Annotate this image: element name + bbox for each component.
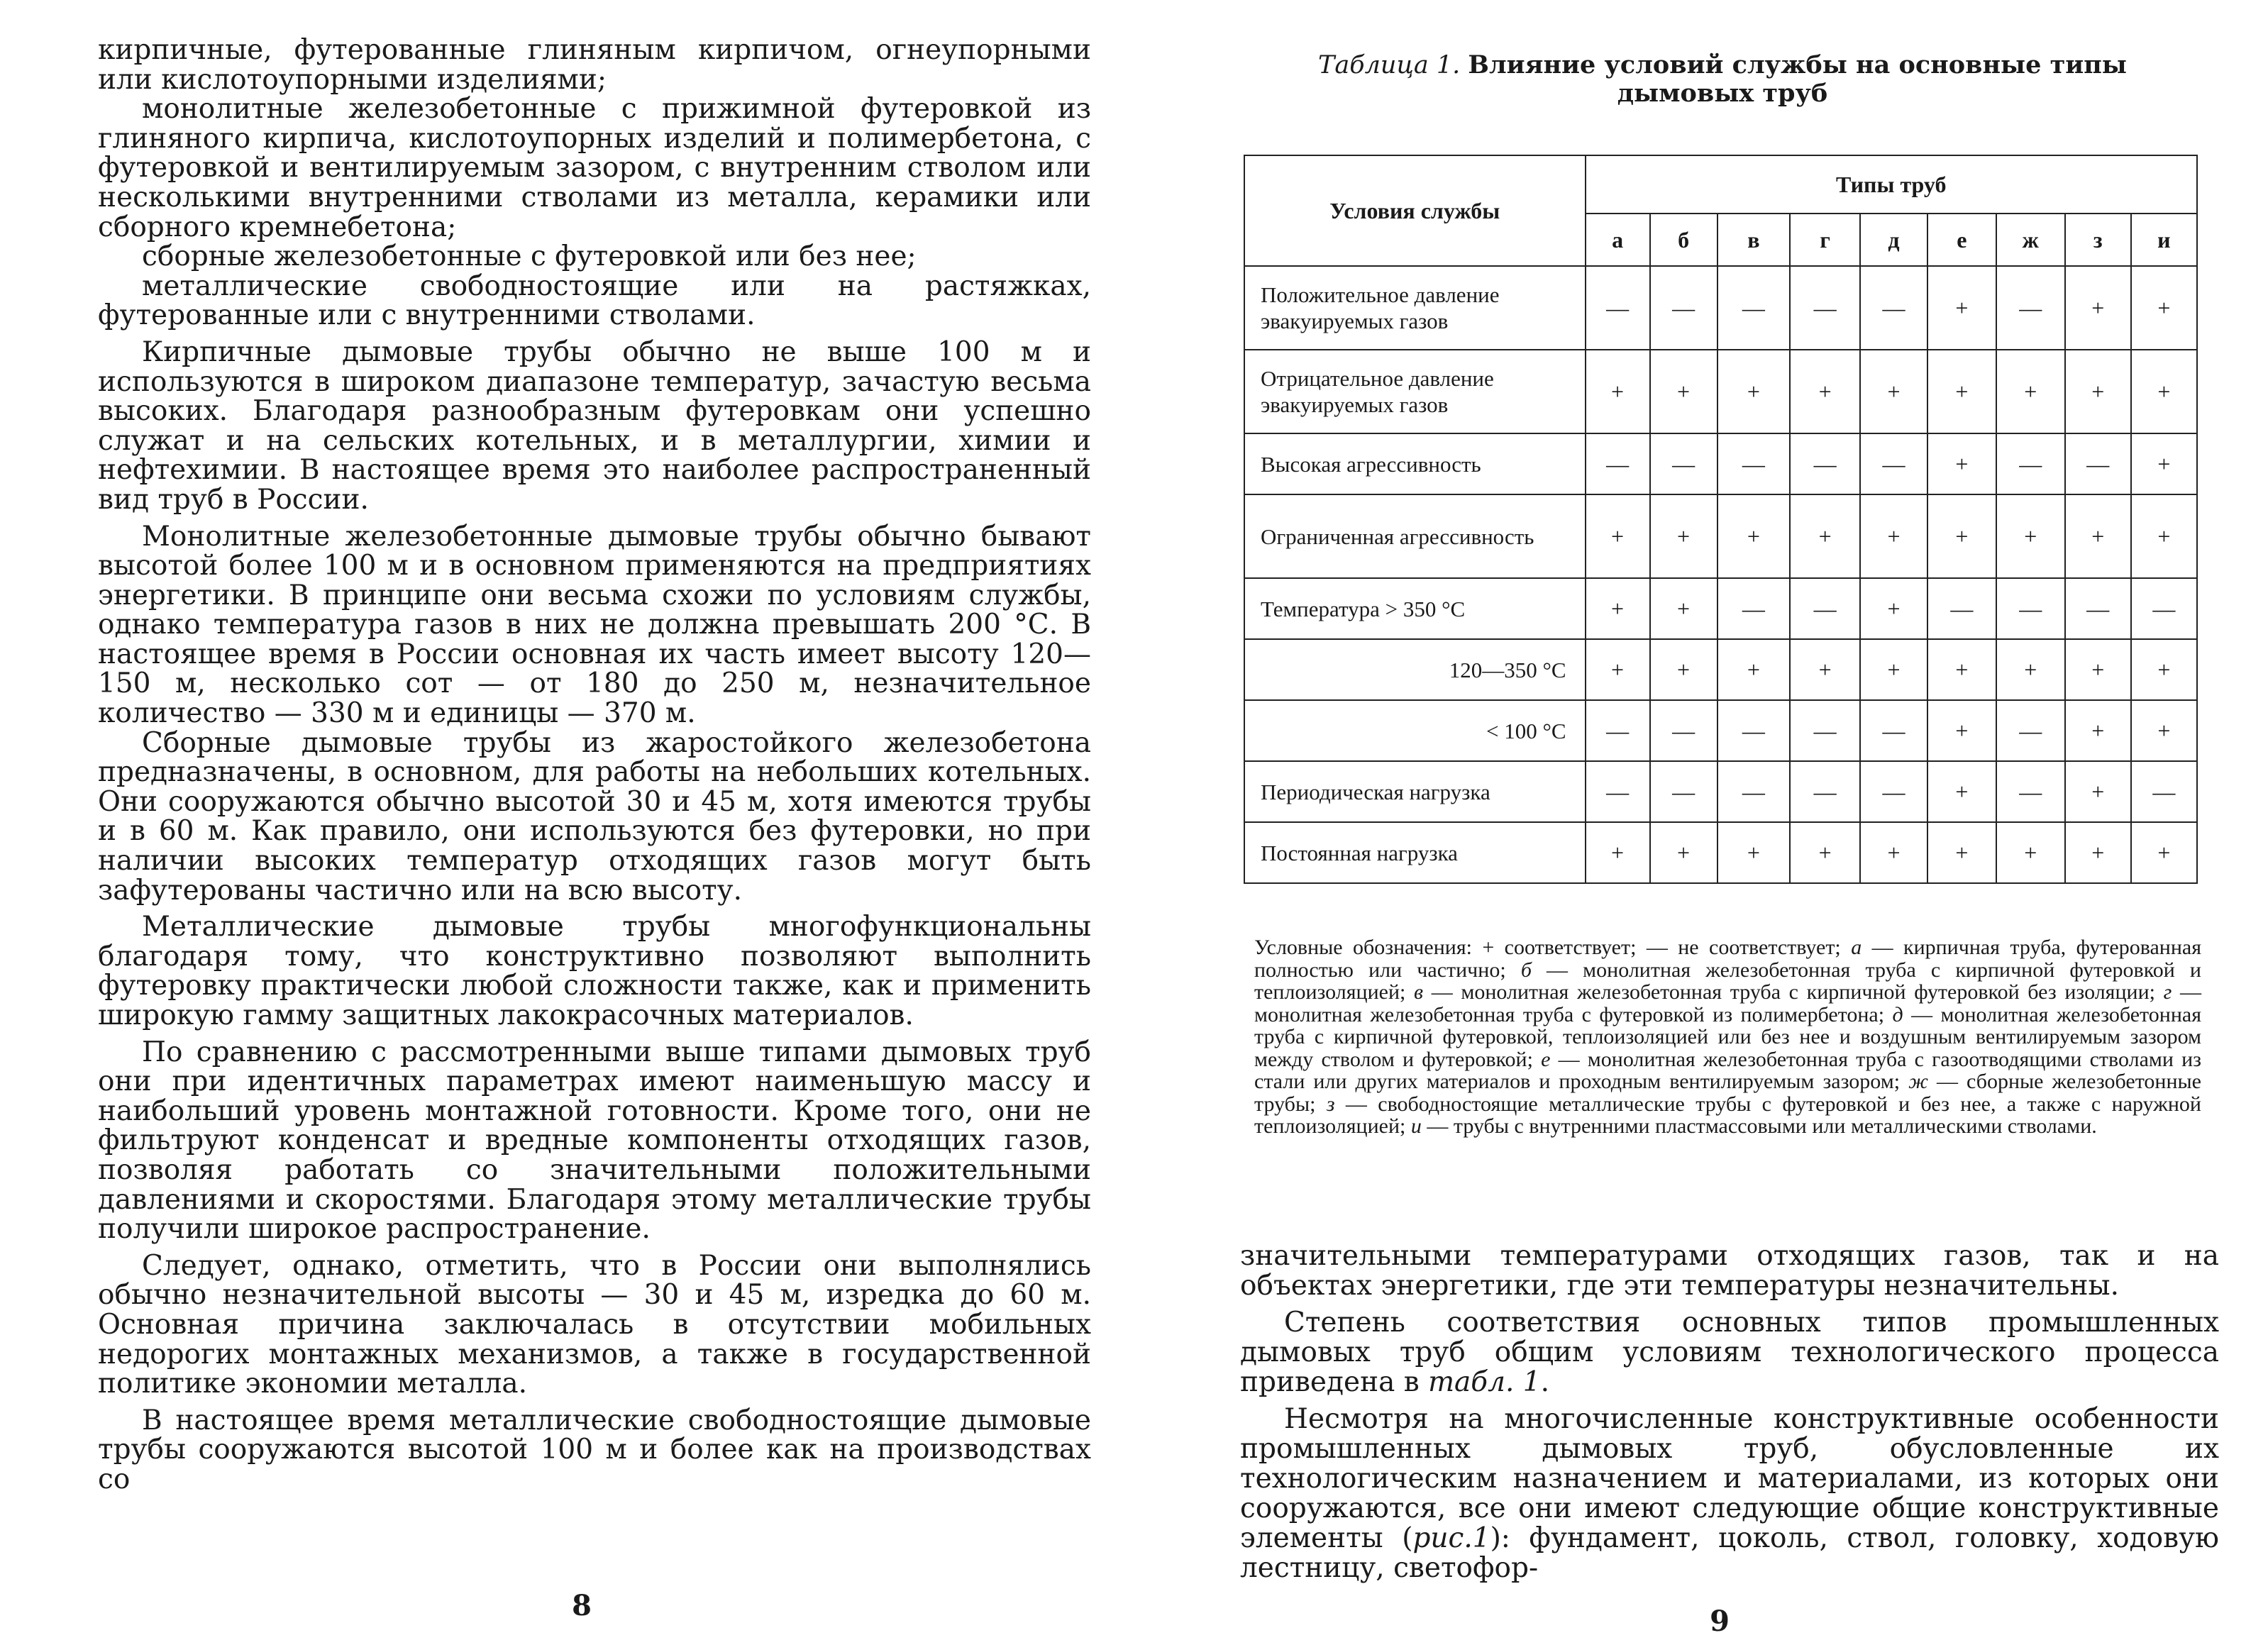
mark-cell: + bbox=[2131, 433, 2197, 494]
table-caption bbox=[1254, 51, 2191, 108]
mark-cell: — bbox=[1650, 761, 1717, 822]
header-type-8: з bbox=[2065, 214, 2131, 266]
table-row bbox=[1244, 700, 2197, 761]
condition-cell: Температура > 350 °С bbox=[1244, 578, 1586, 639]
mark-cell: — bbox=[1650, 433, 1717, 494]
table-row bbox=[1244, 350, 2197, 433]
mark-cell: + bbox=[1717, 639, 1791, 700]
paragraph-metal-chimneys: Металлические дымовые трубы многофункциональны благодаря тому, что конструктивно позволяют выполнить футеровку практически любой сложности также, как и применить широкую гамму защитных лакокрасочных материалов. bbox=[98, 911, 1091, 1031]
legend-letter: а bbox=[1851, 936, 1862, 959]
mark-cell: + bbox=[1586, 822, 1650, 883]
mark-cell: — bbox=[1717, 433, 1791, 494]
mark-cell: + bbox=[1927, 639, 1996, 700]
mark-cell: + bbox=[1996, 639, 2065, 700]
mark-cell: — bbox=[1586, 433, 1650, 494]
legend-letter: ж bbox=[1908, 1070, 1928, 1093]
mark-cell: — bbox=[1717, 578, 1791, 639]
mark-cell: + bbox=[2065, 266, 2131, 350]
table-row bbox=[1244, 494, 2197, 578]
service-conditions-table bbox=[1244, 155, 2198, 884]
mark-cell: — bbox=[1586, 266, 1650, 350]
condition-cell: < 100 °С bbox=[1244, 700, 1586, 761]
mark-cell: + bbox=[2065, 761, 2131, 822]
condition-cell: Положительное давление эвакуируемых газов bbox=[1244, 266, 1586, 350]
mark-cell: — bbox=[2131, 578, 2197, 639]
mark-cell: + bbox=[1860, 578, 1927, 639]
mark-cell: + bbox=[2131, 822, 2197, 883]
mark-cell: + bbox=[2065, 494, 2131, 578]
table-row bbox=[1244, 822, 2197, 883]
paragraph-continuation: значительными температурами отходящих газов, так и на объектах энергетики, где эти температуры незначительны. bbox=[1240, 1240, 2219, 1302]
mark-cell: + bbox=[2131, 266, 2197, 350]
mark-cell: — bbox=[1996, 761, 2065, 822]
mark-cell: + bbox=[1927, 433, 1996, 494]
page-number-left: 8 bbox=[572, 1589, 592, 1622]
mark-cell: + bbox=[1860, 350, 1927, 433]
mark-cell: + bbox=[1586, 639, 1650, 700]
mark-cell: — bbox=[1927, 578, 1996, 639]
condition-cell: Ограниченная агрессивность bbox=[1244, 494, 1586, 578]
mark-cell: + bbox=[1650, 822, 1717, 883]
mark-cell: + bbox=[1586, 350, 1650, 433]
paragraph-design-elements bbox=[1240, 1405, 2219, 1583]
mark-cell: — bbox=[1790, 578, 1860, 639]
paragraph-monolithic-chimneys: Монолитные железобетонные дымовые трубы обычно бывают высотой более 100 м и в основном применяются на предприятиях энергетики. В принципе они весьма схожи по условиям службы, однако температура газов в них не должна превышать 200 °С. В настоящее время в России основная их часть имеет высоту 120—150 м, несколько сот — от 180 до 250 м, незначительное количество — 330 м и единицы — 370 м. bbox=[98, 520, 1091, 730]
mark-cell: — bbox=[1860, 761, 1927, 822]
table-row bbox=[1244, 266, 2197, 350]
mark-cell: + bbox=[2065, 350, 2131, 433]
mark-cell: + bbox=[2065, 700, 2131, 761]
mark-cell: — bbox=[1860, 433, 1927, 494]
mark-cell: — bbox=[1717, 266, 1791, 350]
table-row bbox=[1244, 578, 2197, 639]
mark-cell: — bbox=[1790, 266, 1860, 350]
mark-cell: — bbox=[1650, 700, 1717, 761]
right-page-text bbox=[1240, 1241, 2219, 1583]
header-type-9: и bbox=[2131, 214, 2197, 266]
legend-text: — монолитная железобетонная труба с кирпичной футеровкой без изоляции; bbox=[1423, 980, 2164, 1004]
mark-cell: + bbox=[1650, 639, 1717, 700]
mark-cell: + bbox=[1650, 350, 1717, 433]
header-type-1: а bbox=[1586, 214, 1650, 266]
legend-letter: г bbox=[2163, 980, 2172, 1004]
table-row bbox=[1244, 639, 2197, 700]
legend-letter: в bbox=[1414, 980, 1424, 1004]
header-type-3: в bbox=[1717, 214, 1791, 266]
legend-text: — сборные железобетонные трубы; bbox=[1254, 1070, 2201, 1116]
legend-letter: з bbox=[1326, 1092, 1335, 1116]
mark-cell: + bbox=[2065, 822, 2131, 883]
legend-letter: д bbox=[1892, 1002, 1903, 1026]
paragraph-prefab-chimneys: Сборные дымовые трубы из жаростойкого железобетона предназначены, в основном, для работы на небольших котельных. Они сооружаются обычно высотой 30 и 45 м, хотя имеются трубы и в 60 м. Как правило, они используются без футеровки, но при наличии высоких температур отходящих газов могут быть зафутерованы частично или на всю высоту. bbox=[98, 726, 1091, 907]
mark-cell: + bbox=[1650, 494, 1717, 578]
mark-cell: — bbox=[1790, 761, 1860, 822]
legend-text: — свободностоящие металлические трубы с футеровкой и без нее, а также с наружной теплоизоляцией; bbox=[1254, 1092, 2201, 1138]
mark-cell: — bbox=[1586, 761, 1650, 822]
mark-cell: + bbox=[1790, 494, 1860, 578]
legend-letter: б bbox=[1520, 958, 1532, 982]
mark-cell: + bbox=[1996, 494, 2065, 578]
page-number-right: 9 bbox=[1710, 1605, 1730, 1638]
list-item-monolithic: монолитные железобетонные с прижимной футеровкой из глиняного кирпича, кислотоупорных изделий и полимербетона, с футеровкой и вентилируемым зазором, с внутренним стволом или несколькими внутренними стволами из металла, керамики или сборного кремнебетона; bbox=[98, 93, 1091, 243]
mark-cell: + bbox=[2065, 639, 2131, 700]
mark-cell: + bbox=[1927, 350, 1996, 433]
header-type-7: ж bbox=[1996, 214, 2065, 266]
mark-cell: + bbox=[1790, 639, 1860, 700]
mark-cell: + bbox=[2131, 350, 2197, 433]
mark-cell: + bbox=[1927, 822, 1996, 883]
table-caption-label: Таблица 1. bbox=[1318, 51, 1461, 79]
mark-cell: + bbox=[1790, 350, 1860, 433]
mark-cell: + bbox=[1860, 822, 1927, 883]
legend-intro: Условные обозначения: + соответствует; — не соответствует; bbox=[1254, 936, 1841, 959]
mark-cell: — bbox=[1790, 433, 1860, 494]
mark-cell: + bbox=[1586, 578, 1650, 639]
legend-text: — монолитная железобетонная труба с футеровкой из полимербетона; bbox=[1254, 980, 2202, 1026]
mark-cell: — bbox=[1717, 700, 1791, 761]
mark-cell: + bbox=[1860, 639, 1927, 700]
right-page bbox=[1134, 0, 2268, 1645]
mark-cell: — bbox=[1996, 433, 2065, 494]
table-body bbox=[1244, 266, 2197, 883]
header-type-4: г bbox=[1790, 214, 1860, 266]
table-row bbox=[1244, 761, 2197, 822]
mark-cell: — bbox=[2065, 578, 2131, 639]
header-types: Типы труб bbox=[1586, 155, 2197, 214]
mark-cell: — bbox=[1996, 700, 2065, 761]
mark-cell: — bbox=[1996, 266, 2065, 350]
mark-cell: + bbox=[1927, 266, 1996, 350]
condition-cell: Высокая агрессивность bbox=[1244, 433, 1586, 494]
table-caption-title: Влияние условий службы на основные типы дымовых труб bbox=[1468, 50, 2127, 108]
mark-cell: + bbox=[1927, 494, 1996, 578]
mark-cell: — bbox=[2065, 433, 2131, 494]
left-page-text bbox=[98, 35, 1091, 1495]
legend-letter: е bbox=[1541, 1047, 1551, 1071]
table-legend bbox=[1254, 936, 2201, 1138]
legend-text: — кирпичная труба, футерованная полностью или частично; bbox=[1254, 936, 2202, 982]
header-type-2: б bbox=[1650, 214, 1717, 266]
mark-cell: — bbox=[1860, 266, 1927, 350]
mark-cell: + bbox=[1996, 350, 2065, 433]
figure-reference-link: рис.1 bbox=[1412, 1522, 1490, 1554]
table-row bbox=[1244, 433, 2197, 494]
condition-cell: 120—350 °С bbox=[1244, 639, 1586, 700]
paragraph-russia-height: Следует, однако, отметить, что в России они выполнялись обычно незначительной высоты — 30 и 45 м, изредка до 60 м. Основная причина заключалась в отсутствии мобильных недорогих монтажных механизмов, а также в государственной политике экономии металла. bbox=[98, 1249, 1091, 1400]
mark-cell: — bbox=[1717, 761, 1791, 822]
condition-cell: Отрицательное давление эвакуируемых газов bbox=[1244, 350, 1586, 433]
paragraph-design-elements-text: Несмотря на многочисленные конструктивные особенности промышленных дымовых труб, обусловленные их технологическим назначением и материалами, из которых они сооружаются, все они имеют следующие общие конструктивные элементы ( bbox=[1240, 1403, 2219, 1554]
legend-text: — трубы с внутренними пластмассовыми или металлическими стволами. bbox=[1421, 1114, 2097, 1138]
legend-text: — монолитная железобетонная труба с газоотводящими стволами из стали или других материалов и проходным вентилируемым зазором; bbox=[1254, 1047, 2201, 1093]
condition-cell: Периодическая нагрузка bbox=[1244, 761, 1586, 822]
mark-cell: + bbox=[1996, 822, 2065, 883]
mark-cell: + bbox=[1650, 578, 1717, 639]
paragraph-comparison: По сравнению с рассмотренными выше типами дымовых труб они при идентичных параметрах имеют наименьшую массу и наибольший уровень монтажной готовности. Кроме того, они не фильтруют конденсат и вредные компоненты отходящих газов, позволяя работать со значительными положительными давлениями и скоростями. Благодаря этому металлические трубы получили широкое распространение. bbox=[98, 1036, 1091, 1246]
mark-cell: — bbox=[1790, 700, 1860, 761]
mark-cell: — bbox=[1860, 700, 1927, 761]
mark-cell: + bbox=[2131, 494, 2197, 578]
mark-cell: + bbox=[1860, 494, 1927, 578]
mark-cell: + bbox=[1927, 700, 1996, 761]
list-item-brick: кирпичные, футерованные глиняным кирпичом, огнеупорными или кислотоупорными изделиями; bbox=[98, 34, 1091, 96]
mark-cell: — bbox=[1650, 266, 1717, 350]
paragraph-current-time: В настоящее время металлические свободностоящие дымовые трубы сооружаются высотой 100 м и более как на производствах со bbox=[98, 1404, 1091, 1495]
list-item-prefab: сборные железобетонные с футеровкой или без нее; bbox=[142, 240, 917, 273]
paragraph-design-elements-end: ): фундамент, цоколь, ствол, головку, ходовую лестницу, светофор- bbox=[1240, 1522, 2220, 1584]
paragraph-table-reference bbox=[1240, 1308, 2219, 1397]
mark-cell: + bbox=[1717, 350, 1791, 433]
header-type-5: д bbox=[1860, 214, 1927, 266]
paragraph-brick-chimneys: Кирпичные дымовые трубы обычно не выше 100 м и используются в широком диапазоне температур, зачастую весьма высоких. Благодаря разнообразным футеровкам они успешно служат и на сельских котельных, и в металлургии, химии и нефтехимии. В настоящее время это наиболее распространенный вид труб в России. bbox=[98, 336, 1091, 516]
mark-cell: + bbox=[1717, 494, 1791, 578]
legend-letter: и bbox=[1410, 1114, 1422, 1138]
mark-cell: + bbox=[1927, 761, 1996, 822]
header-conditions: Условия службы bbox=[1244, 155, 1586, 266]
mark-cell: — bbox=[2131, 761, 2197, 822]
legend-text: — монолитная железобетонная труба с кирпичной футеровкой, теплоизоляцией или без нее и воздушным вентилируемым зазором между стволом и футеровкой; bbox=[1254, 1002, 2201, 1071]
mark-cell: + bbox=[1790, 822, 1860, 883]
mark-cell: — bbox=[1996, 578, 2065, 639]
mark-cell: + bbox=[2131, 700, 2197, 761]
mark-cell: + bbox=[2131, 639, 2197, 700]
mark-cell: + bbox=[1586, 494, 1650, 578]
table-reference-link: табл. 1 bbox=[1428, 1366, 1541, 1398]
mark-cell: + bbox=[1717, 822, 1791, 883]
list-item-metal: металлические свободностоящие или на растяжках, футерованные или с внутренними стволами. bbox=[98, 270, 1091, 332]
header-type-6: е bbox=[1927, 214, 1996, 266]
mark-cell: — bbox=[1586, 700, 1650, 761]
paragraph-table-reference-text: Степень соответствия основных типов промышленных дымовых труб общим условиям технологического процесса приведена в bbox=[1240, 1307, 2219, 1398]
table bbox=[1244, 155, 2198, 884]
legend-text: — монолитная железобетонная труба с кирпичной футеровкой и теплоизоляцией; bbox=[1254, 958, 2201, 1004]
condition-cell: Постоянная нагрузка bbox=[1244, 822, 1586, 883]
paragraph-table-reference-end: . bbox=[1540, 1366, 1549, 1398]
